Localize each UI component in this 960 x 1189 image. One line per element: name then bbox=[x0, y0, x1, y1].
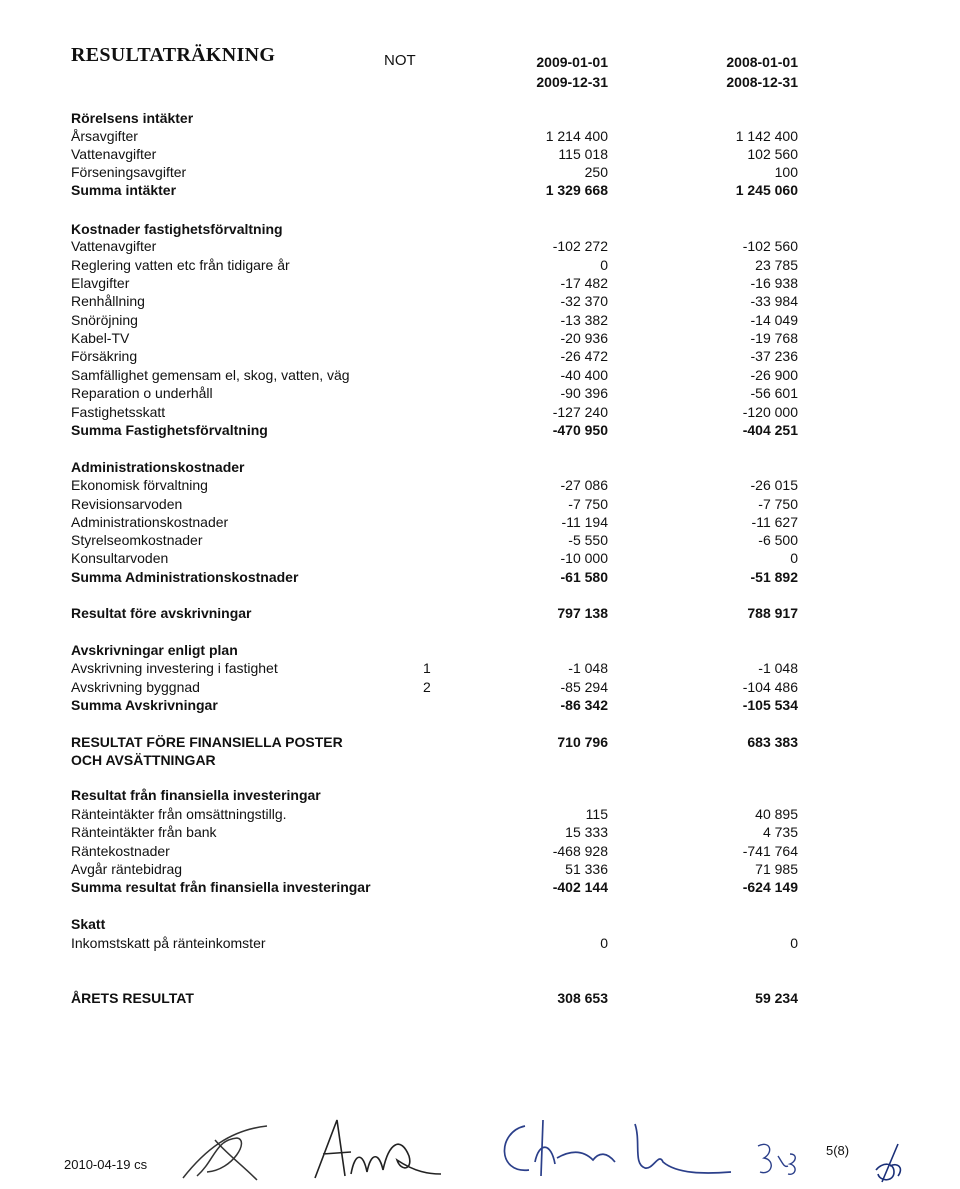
section-heading bbox=[0, 915, 960, 933]
value-2009: 115 bbox=[585, 806, 608, 822]
value-2009: -61 580 bbox=[560, 569, 608, 585]
table-row bbox=[0, 549, 960, 567]
value-2009: -90 396 bbox=[560, 385, 608, 401]
row-label: Ränteintäkter från bank bbox=[71, 824, 217, 840]
value-2008: -741 764 bbox=[742, 843, 798, 859]
value-2008: 4 735 bbox=[762, 824, 798, 840]
row-label: Resultat före avskrivningar bbox=[71, 605, 252, 621]
summary-row bbox=[0, 696, 960, 714]
value-2008: 100 bbox=[774, 164, 798, 180]
value-2008: -14 049 bbox=[750, 312, 798, 328]
table-row bbox=[0, 805, 960, 823]
summary-row bbox=[0, 568, 960, 586]
row-label: Ränteintäkter från omsättningstillg. bbox=[71, 806, 287, 822]
value-2009: -102 272 bbox=[552, 238, 608, 254]
value-2008: 1 245 060 bbox=[735, 182, 798, 198]
signature-1 bbox=[175, 1110, 275, 1185]
value-2008: 71 985 bbox=[755, 861, 798, 877]
row-note: 1 bbox=[423, 660, 431, 676]
value-2009: -127 240 bbox=[552, 404, 608, 420]
row-label: OCH AVSÄTTNINGAR bbox=[71, 752, 216, 768]
note-column-header: NOT bbox=[384, 52, 416, 69]
value-2009: -402 144 bbox=[552, 879, 608, 895]
table-row bbox=[0, 329, 960, 347]
table-row bbox=[0, 823, 960, 841]
value-2008: 0 bbox=[790, 550, 798, 566]
value-2008: -11 627 bbox=[751, 514, 798, 530]
period-2009-end: 2009-12-31 bbox=[536, 74, 608, 90]
value-2008: -105 534 bbox=[742, 697, 798, 713]
row-label: Konsultarvoden bbox=[71, 550, 169, 566]
section-heading bbox=[0, 641, 960, 659]
period-2008-end: 2008-12-31 bbox=[726, 74, 798, 90]
value-2009: 1 214 400 bbox=[545, 128, 608, 144]
value-2009: 308 653 bbox=[557, 990, 608, 1006]
summary-row bbox=[0, 878, 960, 896]
table-row bbox=[0, 256, 960, 274]
row-label: Inkomstskatt på ränteinkomster bbox=[71, 935, 266, 951]
row-label: Reglering vatten etc från tidigare år bbox=[71, 257, 290, 273]
period-2009-start: 2009-01-01 bbox=[536, 54, 608, 70]
value-2009: 250 bbox=[584, 164, 608, 180]
value-2009: -13 382 bbox=[560, 312, 608, 328]
table-row bbox=[0, 403, 960, 421]
value-2008: -19 768 bbox=[750, 330, 798, 346]
table-row bbox=[0, 366, 960, 384]
row-label: Summa Administrationskostnader bbox=[71, 569, 299, 585]
value-2009: 710 796 bbox=[557, 734, 608, 750]
section-heading bbox=[0, 458, 960, 476]
summary-row bbox=[0, 421, 960, 439]
summary-row bbox=[0, 604, 960, 622]
value-2008: -102 560 bbox=[742, 238, 798, 254]
value-2009: -468 928 bbox=[552, 843, 608, 859]
table-row bbox=[0, 476, 960, 494]
page-title: RESULTATRÄKNING bbox=[71, 44, 276, 66]
value-2008: -16 938 bbox=[750, 275, 798, 291]
row-label: Samfällighet gemensam el, skog, vatten, väg bbox=[71, 367, 350, 383]
row-label: Elavgifter bbox=[71, 275, 130, 291]
table-row bbox=[0, 292, 960, 310]
row-label: Kabel-TV bbox=[71, 330, 130, 346]
section-heading bbox=[0, 786, 960, 804]
row-label: Administrationskostnader bbox=[71, 459, 245, 475]
table-row bbox=[0, 274, 960, 292]
value-2008: -404 251 bbox=[742, 422, 798, 438]
value-2009: -40 400 bbox=[560, 367, 608, 383]
value-2008: 683 383 bbox=[747, 734, 798, 750]
table-row bbox=[0, 127, 960, 145]
period-2008-start: 2008-01-01 bbox=[726, 54, 798, 70]
section-heading bbox=[0, 109, 960, 127]
value-2009: -470 950 bbox=[552, 422, 608, 438]
row-label: Årsavgifter bbox=[71, 128, 138, 144]
summary-row bbox=[0, 733, 960, 751]
value-2009: -11 194 bbox=[561, 514, 608, 530]
table-row bbox=[0, 311, 960, 329]
value-2008: -56 601 bbox=[750, 385, 798, 401]
value-2009: -1 048 bbox=[568, 660, 608, 676]
value-2009: -27 086 bbox=[560, 477, 608, 493]
row-label: Renhållning bbox=[71, 293, 145, 309]
row-label: Kostnader fastighetsförvaltning bbox=[71, 221, 283, 237]
value-2008: 23 785 bbox=[755, 257, 798, 273]
table-row bbox=[0, 860, 960, 878]
value-2008: -26 900 bbox=[750, 367, 798, 383]
value-2008: -37 236 bbox=[750, 348, 798, 364]
value-2008: -6 500 bbox=[758, 532, 798, 548]
row-note: 2 bbox=[423, 679, 431, 695]
value-2008: -624 149 bbox=[742, 879, 798, 895]
value-2008: -51 892 bbox=[750, 569, 798, 585]
summary-row bbox=[0, 989, 960, 1007]
row-label: Styrelseomkostnader bbox=[71, 532, 203, 548]
value-2008: 0 bbox=[790, 935, 798, 951]
value-2009: -10 000 bbox=[560, 550, 608, 566]
value-2009: -85 294 bbox=[560, 679, 608, 695]
row-label: Försäkring bbox=[71, 348, 138, 364]
row-label: Skatt bbox=[71, 916, 106, 932]
table-row bbox=[0, 145, 960, 163]
row-label: Vattenavgifter bbox=[71, 238, 157, 254]
signature-3 bbox=[495, 1112, 745, 1182]
value-2008: -1 048 bbox=[758, 660, 798, 676]
value-2008: 788 917 bbox=[747, 605, 798, 621]
row-label: Summa Fastighetsförvaltning bbox=[71, 422, 268, 438]
row-label: Rörelsens intäkter bbox=[71, 110, 194, 126]
value-2009: -5 550 bbox=[568, 532, 608, 548]
row-label: Resultat från finansiella investeringar bbox=[71, 787, 321, 803]
table-row bbox=[0, 495, 960, 513]
page-number: 5(8) bbox=[826, 1143, 850, 1158]
value-2009: -17 482 bbox=[560, 275, 608, 291]
row-label: Snöröjning bbox=[71, 312, 138, 328]
table-row bbox=[0, 384, 960, 402]
row-label: Avgår räntebidrag bbox=[71, 861, 183, 877]
value-2008: -7 750 bbox=[758, 496, 798, 512]
row-label: Summa Avskrivningar bbox=[71, 697, 218, 713]
row-label: Förseningsavgifter bbox=[71, 164, 187, 180]
initials-2 bbox=[868, 1140, 913, 1185]
row-label: ÅRETS RESULTAT bbox=[71, 990, 194, 1006]
value-2009: 797 138 bbox=[557, 605, 608, 621]
value-2009: -86 342 bbox=[560, 697, 608, 713]
value-2009: 51 336 bbox=[565, 861, 608, 877]
summary-row bbox=[0, 181, 960, 199]
value-2008: 40 895 bbox=[755, 806, 798, 822]
value-2009: 15 333 bbox=[565, 824, 608, 840]
row-label: Avskrivning byggnad bbox=[71, 679, 200, 695]
row-label: Avskrivningar enligt plan bbox=[71, 642, 238, 658]
value-2009: 115 018 bbox=[558, 146, 608, 162]
row-label: RESULTAT FÖRE FINANSIELLA POSTER bbox=[71, 734, 343, 750]
row-label: Ekonomisk förvaltning bbox=[71, 477, 208, 493]
value-2008: -26 015 bbox=[750, 477, 798, 493]
initials-1 bbox=[752, 1136, 802, 1181]
row-label: Reparation o underhåll bbox=[71, 385, 213, 401]
row-label: Avskrivning investering i fastighet bbox=[71, 660, 278, 676]
table-row bbox=[0, 934, 960, 952]
value-2009: 0 bbox=[600, 935, 608, 951]
value-2009: -20 936 bbox=[560, 330, 608, 346]
value-2008: -104 486 bbox=[742, 679, 798, 695]
table-row bbox=[0, 237, 960, 255]
table-row bbox=[0, 163, 960, 181]
value-2008: -120 000 bbox=[742, 404, 798, 420]
row-label: Revisionsarvoden bbox=[71, 496, 183, 512]
table-row bbox=[0, 513, 960, 531]
value-2009: -7 750 bbox=[568, 496, 608, 512]
row-label: Summa resultat från finansiella investeringar bbox=[71, 879, 371, 895]
row-label: Fastighetsskatt bbox=[71, 404, 166, 420]
value-2008: 1 142 400 bbox=[735, 128, 798, 144]
value-2008: -33 984 bbox=[750, 293, 798, 309]
table-row bbox=[0, 347, 960, 365]
section-heading bbox=[0, 220, 960, 238]
value-2009: 1 329 668 bbox=[545, 182, 608, 198]
value-2008: 102 560 bbox=[747, 146, 798, 162]
row-label: Räntekostnader bbox=[71, 843, 170, 859]
value-2009: -26 472 bbox=[560, 348, 608, 364]
value-2009: -32 370 bbox=[560, 293, 608, 309]
table-row bbox=[0, 531, 960, 549]
table-row bbox=[0, 678, 960, 696]
signature-2 bbox=[305, 1112, 445, 1184]
row-label: Administrationskostnader bbox=[71, 514, 229, 530]
value-2009: 0 bbox=[600, 257, 608, 273]
table-row bbox=[0, 842, 960, 860]
row-label: Vattenavgifter bbox=[71, 146, 157, 162]
section-heading bbox=[0, 751, 960, 769]
table-row bbox=[0, 659, 960, 677]
footer-date: 2010-04-19 cs bbox=[64, 1157, 148, 1172]
row-label: Summa intäkter bbox=[71, 182, 177, 198]
value-2008: 59 234 bbox=[755, 990, 798, 1006]
